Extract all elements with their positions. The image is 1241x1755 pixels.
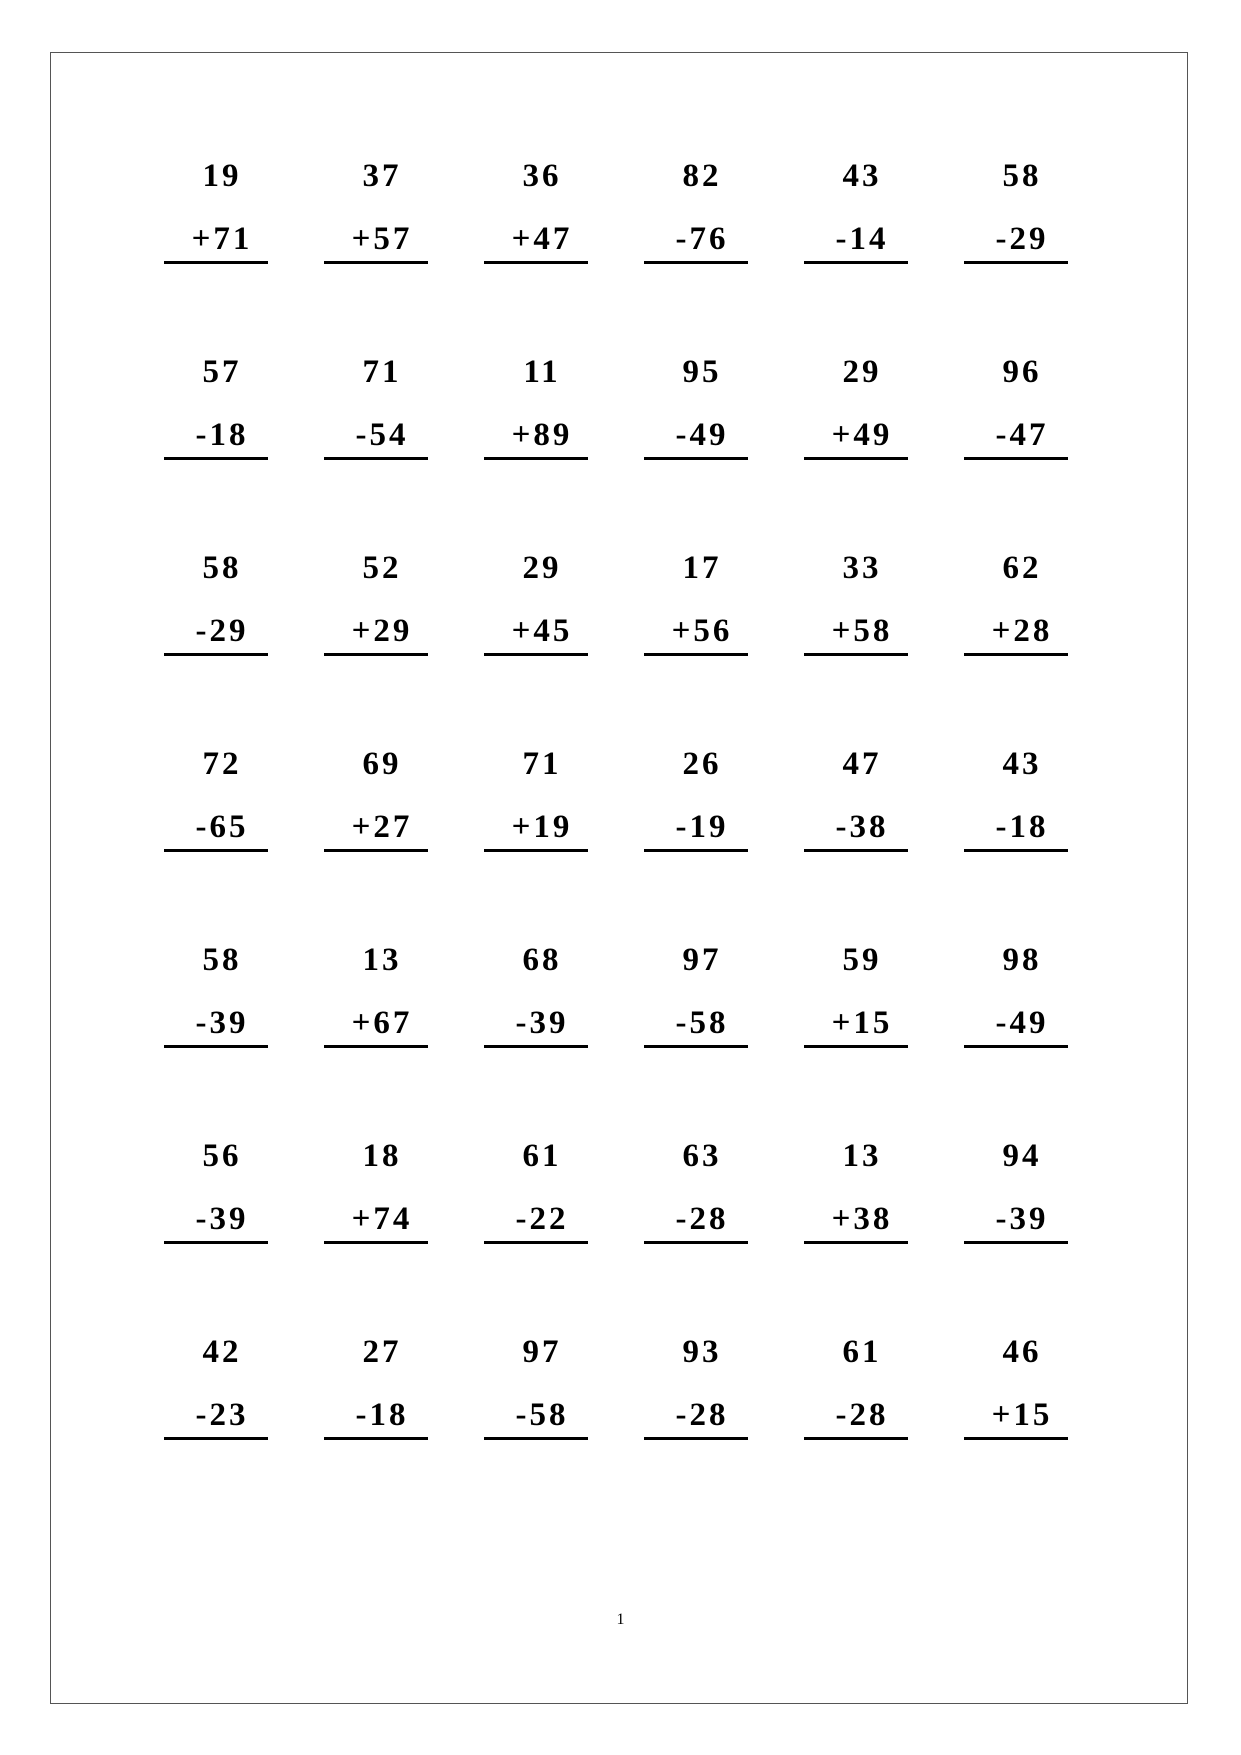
top-operand: 71 [362,354,402,390]
bottom-operand: -58 [515,1397,569,1433]
top-operand: 11 [523,354,561,390]
problem-row [150,1326,1090,1522]
top-operand: 56 [202,1138,242,1174]
vertical-problem [630,1326,790,1522]
bottom-operand: -18 [995,809,1049,845]
answer-line [164,1241,268,1244]
problem-row [150,542,1090,738]
vertical-problem [630,346,790,542]
answer-line [484,1241,588,1244]
answer-line [964,261,1068,264]
answer-line [644,1437,748,1440]
bottom-operand: +47 [511,221,573,257]
vertical-problem [470,346,630,542]
vertical-problem [790,346,950,542]
top-operand: 96 [1002,354,1042,390]
bottom-operand: +27 [351,809,413,845]
answer-line [164,653,268,656]
vertical-problem [150,738,310,934]
top-operand: 46 [1002,1334,1042,1370]
bottom-operand: -47 [995,417,1049,453]
top-operand: 43 [1002,746,1042,782]
vertical-problem [630,738,790,934]
top-operand: 29 [522,550,562,586]
bottom-operand: -29 [195,613,249,649]
bottom-operand: +71 [191,221,253,257]
bottom-operand: -14 [835,221,889,257]
vertical-problem [150,150,310,346]
bottom-operand: -28 [675,1397,729,1433]
vertical-problem [150,1130,310,1326]
answer-line [484,653,588,656]
top-operand: 43 [842,158,882,194]
bottom-operand: -58 [675,1005,729,1041]
vertical-problem [310,1326,470,1522]
answer-line [644,1241,748,1244]
bottom-operand: +89 [511,417,573,453]
bottom-operand: -22 [515,1201,569,1237]
top-operand: 17 [682,550,722,586]
bottom-operand: +15 [831,1005,893,1041]
bottom-operand: -39 [195,1201,249,1237]
answer-line [484,1045,588,1048]
answer-line [644,653,748,656]
top-operand: 98 [1002,942,1042,978]
vertical-problem [950,1326,1110,1522]
top-operand: 36 [522,158,562,194]
answer-line [964,849,1068,852]
top-operand: 63 [682,1138,722,1174]
answer-line [324,653,428,656]
answer-line [804,1437,908,1440]
vertical-problem [950,150,1110,346]
problem-row [150,150,1090,346]
answer-line [164,849,268,852]
problem-row [150,1130,1090,1326]
vertical-problem [630,934,790,1130]
bottom-operand: -18 [195,417,249,453]
vertical-problem [470,1326,630,1522]
answer-line [804,1045,908,1048]
top-operand: 69 [362,746,402,782]
answer-line [964,457,1068,460]
answer-line [964,1437,1068,1440]
top-operand: 42 [202,1334,242,1370]
vertical-problem [790,1326,950,1522]
answer-line [324,1437,428,1440]
bottom-operand: -23 [195,1397,249,1433]
vertical-problem [950,934,1110,1130]
vertical-problem [630,1130,790,1326]
problem-row [150,346,1090,542]
bottom-operand: +56 [671,613,733,649]
bottom-operand: +29 [351,613,413,649]
top-operand: 58 [1002,158,1042,194]
top-operand: 52 [362,550,402,586]
vertical-problem [150,934,310,1130]
vertical-problem [310,346,470,542]
vertical-problem [470,934,630,1130]
bottom-operand: +57 [351,221,413,257]
answer-line [804,261,908,264]
top-operand: 13 [842,1138,882,1174]
bottom-operand: +15 [991,1397,1053,1433]
top-operand: 62 [1002,550,1042,586]
bottom-operand: +38 [831,1201,893,1237]
top-operand: 58 [202,550,242,586]
answer-line [644,1045,748,1048]
answer-line [964,1045,1068,1048]
top-operand: 47 [842,746,882,782]
top-operand: 97 [682,942,722,978]
bottom-operand: -38 [835,809,889,845]
top-operand: 97 [522,1334,562,1370]
bottom-operand: -39 [195,1005,249,1041]
top-operand: 19 [202,158,242,194]
vertical-problem [310,542,470,738]
top-operand: 61 [522,1138,562,1174]
bottom-operand: -39 [515,1005,569,1041]
answer-line [964,1241,1068,1244]
bottom-operand: -28 [835,1397,889,1433]
bottom-operand: +28 [991,613,1053,649]
answer-line [804,457,908,460]
bottom-operand: -49 [995,1005,1049,1041]
top-operand: 94 [1002,1138,1042,1174]
vertical-problem [790,150,950,346]
answer-line [324,261,428,264]
bottom-operand: +58 [831,613,893,649]
vertical-problem [470,542,630,738]
bottom-operand: +67 [351,1005,413,1041]
vertical-problem [470,738,630,934]
vertical-problem [950,1130,1110,1326]
bottom-operand: +45 [511,613,573,649]
page-number: 1 [616,1611,625,1628]
bottom-operand: +49 [831,417,893,453]
top-operand: 61 [842,1334,882,1370]
top-operand: 29 [842,354,882,390]
vertical-problem [310,934,470,1130]
vertical-problem [150,542,310,738]
arithmetic-problem-grid [150,150,1090,1522]
top-operand: 71 [522,746,562,782]
vertical-problem [950,738,1110,934]
vertical-problem [150,1326,310,1522]
answer-line [164,1437,268,1440]
bottom-operand: -28 [675,1201,729,1237]
top-operand: 18 [362,1138,402,1174]
vertical-problem [470,150,630,346]
top-operand: 82 [682,158,722,194]
top-operand: 68 [522,942,562,978]
answer-line [324,849,428,852]
top-operand: 33 [842,550,882,586]
answer-line [644,261,748,264]
top-operand: 13 [362,942,402,978]
answer-line [324,1241,428,1244]
vertical-problem [310,150,470,346]
top-operand: 58 [202,942,242,978]
vertical-problem [790,542,950,738]
problem-row [150,934,1090,1130]
answer-line [484,457,588,460]
bottom-operand: -49 [675,417,729,453]
bottom-operand: -39 [995,1201,1049,1237]
bottom-operand: +19 [511,809,573,845]
vertical-problem [790,1130,950,1326]
vertical-problem [310,738,470,934]
vertical-problem [790,934,950,1130]
top-operand: 59 [842,942,882,978]
answer-line [804,1241,908,1244]
vertical-problem [950,542,1110,738]
bottom-operand: +74 [351,1201,413,1237]
bottom-operand: -65 [195,809,249,845]
vertical-problem [950,346,1110,542]
vertical-problem [310,1130,470,1326]
bottom-operand: -76 [675,221,729,257]
answer-line [324,457,428,460]
top-operand: 57 [202,354,242,390]
vertical-problem [630,542,790,738]
top-operand: 72 [202,746,242,782]
top-operand: 37 [362,158,402,194]
bottom-operand: -19 [675,809,729,845]
answer-line [804,653,908,656]
vertical-problem [790,738,950,934]
answer-line [644,849,748,852]
answer-line [484,849,588,852]
bottom-operand: -29 [995,221,1049,257]
answer-line [164,261,268,264]
top-operand: 27 [362,1334,402,1370]
bottom-operand: -54 [355,417,409,453]
bottom-operand: -18 [355,1397,409,1433]
answer-line [164,1045,268,1048]
vertical-problem [630,150,790,346]
answer-line [644,457,748,460]
vertical-problem [150,346,310,542]
answer-line [164,457,268,460]
answer-line [964,653,1068,656]
top-operand: 26 [682,746,722,782]
vertical-problem [470,1130,630,1326]
problem-row [150,738,1090,934]
answer-line [324,1045,428,1048]
top-operand: 95 [682,354,722,390]
answer-line [484,261,588,264]
answer-line [484,1437,588,1440]
top-operand: 93 [682,1334,722,1370]
answer-line [804,849,908,852]
